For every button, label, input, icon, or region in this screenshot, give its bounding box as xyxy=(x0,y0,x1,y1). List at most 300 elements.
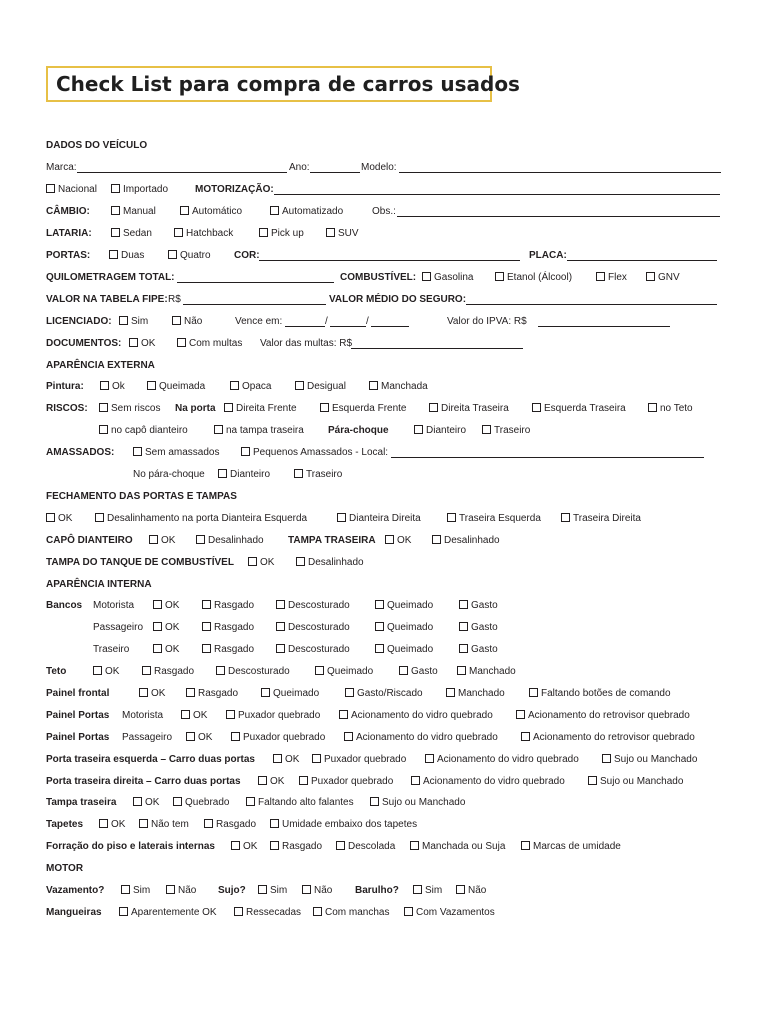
option-sujo-ou-manchado[interactable] xyxy=(588,776,683,788)
checkbox-icon[interactable] xyxy=(276,600,285,609)
option-descosturado[interactable] xyxy=(276,600,350,612)
option-label: Direita Traseira xyxy=(441,403,509,414)
option-ok[interactable] xyxy=(186,732,212,744)
option-queimado[interactable] xyxy=(375,622,433,634)
option-sim[interactable] xyxy=(121,885,150,897)
field-text: Motorista xyxy=(93,600,135,611)
option-faltando-alto-falantes[interactable] xyxy=(246,797,354,809)
option-etanol-alcool[interactable] xyxy=(495,272,572,284)
checkbox-icon[interactable] xyxy=(133,447,142,456)
option-acionamento-do-vidro-quebrado[interactable] xyxy=(344,732,498,744)
checkbox-icon[interactable] xyxy=(186,732,195,741)
option-nao[interactable] xyxy=(302,885,332,897)
checkbox-icon[interactable] xyxy=(231,841,240,850)
checkbox-icon[interactable] xyxy=(111,184,120,193)
option-ok[interactable] xyxy=(258,776,284,788)
option-flex[interactable] xyxy=(596,272,627,284)
checkbox-icon[interactable] xyxy=(248,557,257,566)
option-label: Puxador quebrado xyxy=(324,754,407,765)
checkbox-icon[interactable] xyxy=(312,754,321,763)
checkbox-icon[interactable] xyxy=(429,403,438,412)
checkbox-icon[interactable] xyxy=(241,447,250,456)
checkbox-icon[interactable] xyxy=(216,666,225,675)
checkbox-icon[interactable] xyxy=(273,754,282,763)
checkbox-icon[interactable] xyxy=(375,600,384,609)
checkbox-icon[interactable] xyxy=(326,228,335,237)
field-text: Passageiro xyxy=(122,732,173,743)
option-label: Pequenos Amassados - Local: xyxy=(253,447,389,458)
fill-in-line[interactable] xyxy=(177,282,334,283)
checkbox-icon[interactable] xyxy=(413,885,422,894)
checkbox-icon[interactable] xyxy=(425,754,434,763)
option-sujo-ou-manchado[interactable] xyxy=(370,797,465,809)
checkbox-icon[interactable] xyxy=(181,710,190,719)
checkbox-icon[interactable] xyxy=(142,666,151,675)
option-desigual[interactable] xyxy=(295,381,346,393)
option-label: Não xyxy=(314,885,333,896)
option-rasgado[interactable] xyxy=(186,688,238,700)
checkbox-icon[interactable] xyxy=(180,206,189,215)
option-suv[interactable] xyxy=(326,228,359,240)
checkbox-icon[interactable] xyxy=(447,513,456,522)
field-text: Motorista xyxy=(122,710,164,721)
option-queimada[interactable] xyxy=(147,381,205,393)
fill-in-line[interactable] xyxy=(567,260,717,261)
option-ok[interactable] xyxy=(153,644,179,656)
option-ok[interactable] xyxy=(139,688,165,700)
fill-in-line[interactable] xyxy=(330,326,366,327)
option-traseira-esquerda[interactable] xyxy=(447,513,541,525)
option-dianteiro[interactable] xyxy=(218,469,270,481)
checkbox-icon[interactable] xyxy=(344,732,353,741)
checkbox-icon[interactable] xyxy=(302,885,311,894)
option-label: Acionamento do vidro quebrado xyxy=(351,710,493,721)
option-label: Não xyxy=(178,885,197,896)
option-nao[interactable] xyxy=(456,885,486,897)
checkbox-icon[interactable] xyxy=(459,644,468,653)
option-pick-up[interactable] xyxy=(259,228,304,240)
checkbox-icon[interactable] xyxy=(404,907,413,916)
checkbox-icon[interactable] xyxy=(202,600,211,609)
checkbox-icon[interactable] xyxy=(345,688,354,697)
option-gasolina[interactable] xyxy=(422,272,473,284)
option-label: Gasto xyxy=(471,622,498,633)
option-hatchback[interactable] xyxy=(174,228,233,240)
option-acionamento-do-retrovisor-quebrado[interactable] xyxy=(516,710,690,722)
option-ok[interactable] xyxy=(231,841,257,853)
checkbox-icon[interactable] xyxy=(588,776,597,785)
checkbox-icon[interactable] xyxy=(46,513,55,522)
checkbox-icon[interactable] xyxy=(336,841,345,850)
checkbox-icon[interactable] xyxy=(196,535,205,544)
option-aparentemente-ok[interactable] xyxy=(119,907,217,919)
option-label: Queimado xyxy=(387,644,434,655)
checkbox-icon[interactable] xyxy=(648,403,657,412)
option-acionamento-do-vidro-quebrado[interactable] xyxy=(425,754,579,766)
checkbox-icon[interactable] xyxy=(153,622,162,631)
option-label: Opaca xyxy=(242,381,272,392)
option-label: Ok xyxy=(112,381,125,392)
checkbox-icon[interactable] xyxy=(93,666,102,675)
option-manchado[interactable] xyxy=(457,666,516,678)
option-puxador-quebrado[interactable] xyxy=(312,754,406,766)
checkbox-icon[interactable] xyxy=(202,644,211,653)
option-esquerda-frente[interactable] xyxy=(320,403,407,415)
checkbox-icon[interactable] xyxy=(521,732,530,741)
option-pequenos-amassados-local[interactable] xyxy=(241,447,388,459)
option-ok[interactable] xyxy=(153,622,179,634)
checkbox-icon[interactable] xyxy=(602,754,611,763)
checkbox-icon[interactable] xyxy=(218,469,227,478)
checkbox-icon[interactable] xyxy=(432,535,441,544)
option-ok[interactable] xyxy=(385,535,411,547)
checkbox-icon[interactable] xyxy=(294,469,303,478)
option-ok[interactable] xyxy=(99,819,125,831)
fill-in-line[interactable] xyxy=(274,194,720,195)
checkbox-icon[interactable] xyxy=(375,644,384,653)
checkbox-icon[interactable] xyxy=(133,797,142,806)
checkbox-icon[interactable] xyxy=(456,885,465,894)
checkbox-icon[interactable] xyxy=(375,622,384,631)
option-label: Esquerda Traseira xyxy=(544,403,626,414)
checkbox-icon[interactable] xyxy=(414,425,423,434)
checkbox-icon[interactable] xyxy=(339,710,348,719)
option-desalinhado[interactable] xyxy=(296,557,364,569)
option-com-vazamentos[interactable] xyxy=(404,907,495,919)
fill-in-line[interactable] xyxy=(538,326,670,327)
option-ok[interactable] xyxy=(273,754,299,766)
checkbox-icon[interactable] xyxy=(99,425,108,434)
option-rasgado[interactable] xyxy=(204,819,256,831)
fill-in-line[interactable] xyxy=(371,326,409,327)
option-descosturado[interactable] xyxy=(276,622,350,634)
option-label: Faltando alto falantes xyxy=(258,797,354,808)
option-gasto-riscado[interactable] xyxy=(345,688,423,700)
option-label: Rasgado xyxy=(216,819,257,830)
option-label: Queimado xyxy=(387,600,434,611)
option-traseira-direita[interactable] xyxy=(561,513,641,525)
option-rasgado[interactable] xyxy=(202,622,254,634)
option-gnv[interactable] xyxy=(646,272,680,284)
checkbox-icon[interactable] xyxy=(186,688,195,697)
checkbox-icon[interactable] xyxy=(270,819,279,828)
option-direita-frente[interactable] xyxy=(224,403,297,415)
option-quebrado[interactable] xyxy=(173,797,229,809)
checkbox-icon[interactable] xyxy=(516,710,525,719)
checkbox-icon[interactable] xyxy=(320,403,329,412)
option-ok[interactable] xyxy=(153,600,179,612)
option-faltando-botoes-de-comando[interactable] xyxy=(529,688,671,700)
checkbox-icon[interactable] xyxy=(561,513,570,522)
field-label: APARÊNCIA INTERNA xyxy=(46,579,152,590)
fill-in-line[interactable] xyxy=(391,457,704,458)
option-label: Sim xyxy=(131,316,149,327)
checkbox-icon[interactable] xyxy=(139,688,148,697)
checkbox-icon[interactable] xyxy=(521,841,530,850)
option-label: Hatchback xyxy=(186,228,234,239)
option-esquerda-traseira[interactable] xyxy=(532,403,626,415)
checkbox-icon[interactable] xyxy=(270,206,279,215)
checkbox-icon[interactable] xyxy=(95,513,104,522)
checkbox-icon[interactable] xyxy=(177,338,186,347)
option-queimado[interactable] xyxy=(375,600,433,612)
checkbox-icon[interactable] xyxy=(153,600,162,609)
option-sem-riscos[interactable] xyxy=(99,403,160,415)
checkbox-icon[interactable] xyxy=(459,600,468,609)
checkbox-icon[interactable] xyxy=(457,666,466,675)
checkbox-icon[interactable] xyxy=(459,622,468,631)
option-queimado[interactable] xyxy=(375,644,433,656)
option-sim[interactable] xyxy=(258,885,287,897)
option-desalinhamento-na-porta-dianteira-esquerda[interactable] xyxy=(95,513,307,525)
checkbox-icon[interactable] xyxy=(224,403,233,412)
option-no-teto[interactable] xyxy=(648,403,693,415)
option-label: OK xyxy=(161,535,176,546)
checkbox-icon[interactable] xyxy=(596,272,605,281)
checkbox-icon[interactable] xyxy=(111,206,120,215)
field-label: COR: xyxy=(234,250,260,261)
option-label: Puxador quebrado xyxy=(238,710,321,721)
option-puxador-quebrado[interactable] xyxy=(231,732,325,744)
checkbox-icon[interactable] xyxy=(370,797,379,806)
option-label: Descosturado xyxy=(288,622,350,633)
option-gasto[interactable] xyxy=(399,666,438,678)
option-quatro[interactable] xyxy=(168,250,211,262)
checkbox-icon[interactable] xyxy=(234,907,243,916)
checkbox-icon[interactable] xyxy=(313,907,322,916)
option-nao[interactable] xyxy=(172,316,202,328)
option-ok[interactable] xyxy=(181,710,207,722)
fill-in-line[interactable] xyxy=(351,348,523,349)
option-label: OK xyxy=(193,710,208,721)
option-manchado[interactable] xyxy=(446,688,505,700)
checkbox-icon[interactable] xyxy=(411,776,420,785)
option-nacional[interactable] xyxy=(46,184,97,196)
option-label: Com manchas xyxy=(325,907,390,918)
field-label: CAPÔ DIANTEIRO xyxy=(46,535,133,546)
option-automatico[interactable] xyxy=(180,206,242,218)
checkbox-icon[interactable] xyxy=(337,513,346,522)
option-ok[interactable] xyxy=(100,381,125,393)
field-text: Valor das multas: R$ xyxy=(260,338,353,349)
option-rasgado[interactable] xyxy=(142,666,194,678)
option-label: Marcas de umidade xyxy=(533,841,621,852)
option-manual[interactable] xyxy=(111,206,156,218)
field-label: DADOS DO VEÍCULO xyxy=(46,140,148,151)
option-ok[interactable] xyxy=(93,666,119,678)
option-label: Puxador quebrado xyxy=(243,732,326,743)
checkbox-icon[interactable] xyxy=(276,622,285,631)
option-automatizado[interactable] xyxy=(270,206,343,218)
fill-in-line[interactable] xyxy=(399,172,721,173)
option-queimado[interactable] xyxy=(315,666,373,678)
checkbox-icon[interactable] xyxy=(99,403,108,412)
checkbox-icon[interactable] xyxy=(147,381,156,390)
checkbox-icon[interactable] xyxy=(99,819,108,828)
checkbox-icon[interactable] xyxy=(258,885,267,894)
checkbox-icon[interactable] xyxy=(315,666,324,675)
option-label: Com Vazamentos xyxy=(416,907,495,918)
fill-in-line[interactable] xyxy=(397,216,720,217)
checkbox-icon[interactable] xyxy=(214,425,223,434)
checkbox-icon[interactable] xyxy=(422,272,431,281)
checkbox-icon[interactable] xyxy=(385,535,394,544)
field-text: Obs.: xyxy=(372,206,396,217)
option-opaca[interactable] xyxy=(230,381,271,393)
checkbox-icon[interactable] xyxy=(295,381,304,390)
field-label: Porta traseira esquerda – Carro duas portas xyxy=(46,754,255,765)
option-manchada[interactable] xyxy=(369,381,428,393)
checkbox-icon[interactable] xyxy=(532,403,541,412)
option-queimado[interactable] xyxy=(261,688,319,700)
option-label: Faltando botões de comando xyxy=(541,688,671,699)
checkbox-icon[interactable] xyxy=(139,819,148,828)
checkbox-icon[interactable] xyxy=(230,381,239,390)
checkbox-icon[interactable] xyxy=(121,885,130,894)
field-label: Tapetes xyxy=(46,819,84,830)
option-descolada[interactable] xyxy=(336,841,395,853)
checkbox-icon[interactable] xyxy=(226,710,235,719)
option-ok[interactable] xyxy=(46,513,72,525)
checkbox-icon[interactable] xyxy=(166,885,175,894)
option-acionamento-do-vidro-quebrado[interactable] xyxy=(411,776,565,788)
checkbox-icon[interactable] xyxy=(231,732,240,741)
checkbox-icon[interactable] xyxy=(173,797,182,806)
checkbox-icon[interactable] xyxy=(174,228,183,237)
option-na-tampa-traseira[interactable] xyxy=(214,425,304,437)
option-marcas-de-umidade[interactable] xyxy=(521,841,621,853)
fill-in-line[interactable] xyxy=(285,326,325,327)
checkbox-icon[interactable] xyxy=(399,666,408,675)
checkbox-icon[interactable] xyxy=(446,688,455,697)
option-label: Gasto xyxy=(471,644,498,655)
checkbox-icon[interactable] xyxy=(529,688,538,697)
checkbox-icon[interactable] xyxy=(153,644,162,653)
option-acionamento-do-vidro-quebrado[interactable] xyxy=(339,710,493,722)
fill-in-line[interactable] xyxy=(310,172,360,173)
checkbox-icon[interactable] xyxy=(276,644,285,653)
option-puxador-quebrado[interactable] xyxy=(226,710,320,722)
option-sem-amassados[interactable] xyxy=(133,447,219,459)
option-label: SUV xyxy=(338,228,359,239)
field-label: Porta traseira direita – Carro duas portas xyxy=(46,776,241,787)
option-dianteiro[interactable] xyxy=(414,425,466,437)
fill-in-line[interactable] xyxy=(77,172,287,173)
option-label: Rasgado xyxy=(214,622,255,633)
fill-in-line[interactable] xyxy=(259,260,520,261)
option-sim[interactable] xyxy=(119,316,148,328)
checkbox-icon[interactable] xyxy=(258,776,267,785)
option-no-capo-dianteiro[interactable] xyxy=(99,425,188,437)
checkbox-icon[interactable] xyxy=(202,622,211,631)
option-rasgado[interactable] xyxy=(270,841,322,853)
fill-in-line[interactable] xyxy=(183,304,326,305)
option-label: Pick up xyxy=(271,228,304,239)
option-dianteira-direita[interactable] xyxy=(337,513,421,525)
option-traseiro[interactable] xyxy=(294,469,342,481)
option-label: Com multas xyxy=(189,338,243,349)
checkbox-icon[interactable] xyxy=(270,841,279,850)
checkbox-icon[interactable] xyxy=(246,797,255,806)
checkbox-icon[interactable] xyxy=(495,272,504,281)
checkbox-icon[interactable] xyxy=(482,425,491,434)
option-traseiro[interactable] xyxy=(482,425,530,437)
option-label: Desigual xyxy=(307,381,346,392)
checkbox-icon[interactable] xyxy=(168,250,177,259)
checkbox-icon[interactable] xyxy=(646,272,655,281)
checkbox-icon[interactable] xyxy=(129,338,138,347)
checkbox-icon[interactable] xyxy=(149,535,158,544)
option-puxador-quebrado[interactable] xyxy=(299,776,393,788)
option-descosturado[interactable] xyxy=(216,666,290,678)
option-nao-tem[interactable] xyxy=(139,819,189,831)
option-ok[interactable] xyxy=(248,557,274,569)
checkbox-icon[interactable] xyxy=(172,316,181,325)
field-label: Tampa traseira xyxy=(46,797,117,808)
option-acionamento-do-retrovisor-quebrado[interactable] xyxy=(521,732,695,744)
checkbox-icon[interactable] xyxy=(261,688,270,697)
checkbox-icon[interactable] xyxy=(109,250,118,259)
checkbox-icon[interactable] xyxy=(119,316,128,325)
option-gasto[interactable] xyxy=(459,600,498,612)
option-sim[interactable] xyxy=(413,885,442,897)
option-umidade-embaixo-dos-tapetes[interactable] xyxy=(270,819,417,831)
option-importado[interactable] xyxy=(111,184,168,196)
option-label: OK xyxy=(397,535,412,546)
checkbox-icon[interactable] xyxy=(204,819,213,828)
option-ok[interactable] xyxy=(133,797,159,809)
checkbox-icon[interactable] xyxy=(46,184,55,193)
checkbox-icon[interactable] xyxy=(299,776,308,785)
field-label: TAMPA TRASEIRA xyxy=(288,535,376,546)
option-label: Manchado xyxy=(458,688,505,699)
checkbox-icon[interactable] xyxy=(296,557,305,566)
option-gasto[interactable] xyxy=(459,622,498,634)
option-label: Descosturado xyxy=(288,644,350,655)
checkbox-icon[interactable] xyxy=(369,381,378,390)
checkbox-icon[interactable] xyxy=(410,841,419,850)
checkbox-icon[interactable] xyxy=(100,381,109,390)
option-label: Traseiro xyxy=(494,425,531,436)
option-label: Gasolina xyxy=(434,272,474,283)
option-com-multas[interactable] xyxy=(177,338,242,350)
option-sedan[interactable] xyxy=(111,228,152,240)
option-sujo-ou-manchado[interactable] xyxy=(602,754,697,766)
option-label: Rasgado xyxy=(282,841,323,852)
option-com-manchas[interactable] xyxy=(313,907,389,919)
fill-in-line[interactable] xyxy=(466,304,717,305)
option-descosturado[interactable] xyxy=(276,644,350,656)
option-ok[interactable] xyxy=(129,338,155,350)
option-ressecadas[interactable] xyxy=(234,907,301,919)
option-gasto[interactable] xyxy=(459,644,498,656)
option-desalinhado[interactable] xyxy=(432,535,500,547)
option-label: Queimado xyxy=(387,622,434,633)
option-rasgado[interactable] xyxy=(202,600,254,612)
field-label: Mangueiras xyxy=(46,907,102,918)
checkbox-icon[interactable] xyxy=(259,228,268,237)
option-label: Acionamento do retrovisor quebrado xyxy=(533,732,695,743)
option-duas[interactable] xyxy=(109,250,144,262)
option-desalinhado[interactable] xyxy=(196,535,264,547)
option-nao[interactable] xyxy=(166,885,196,897)
option-direita-traseira[interactable] xyxy=(429,403,509,415)
option-manchada-ou-suja[interactable] xyxy=(410,841,505,853)
checkbox-icon[interactable] xyxy=(111,228,120,237)
option-rasgado[interactable] xyxy=(202,644,254,656)
checkbox-icon[interactable] xyxy=(119,907,128,916)
option-ok[interactable] xyxy=(149,535,175,547)
